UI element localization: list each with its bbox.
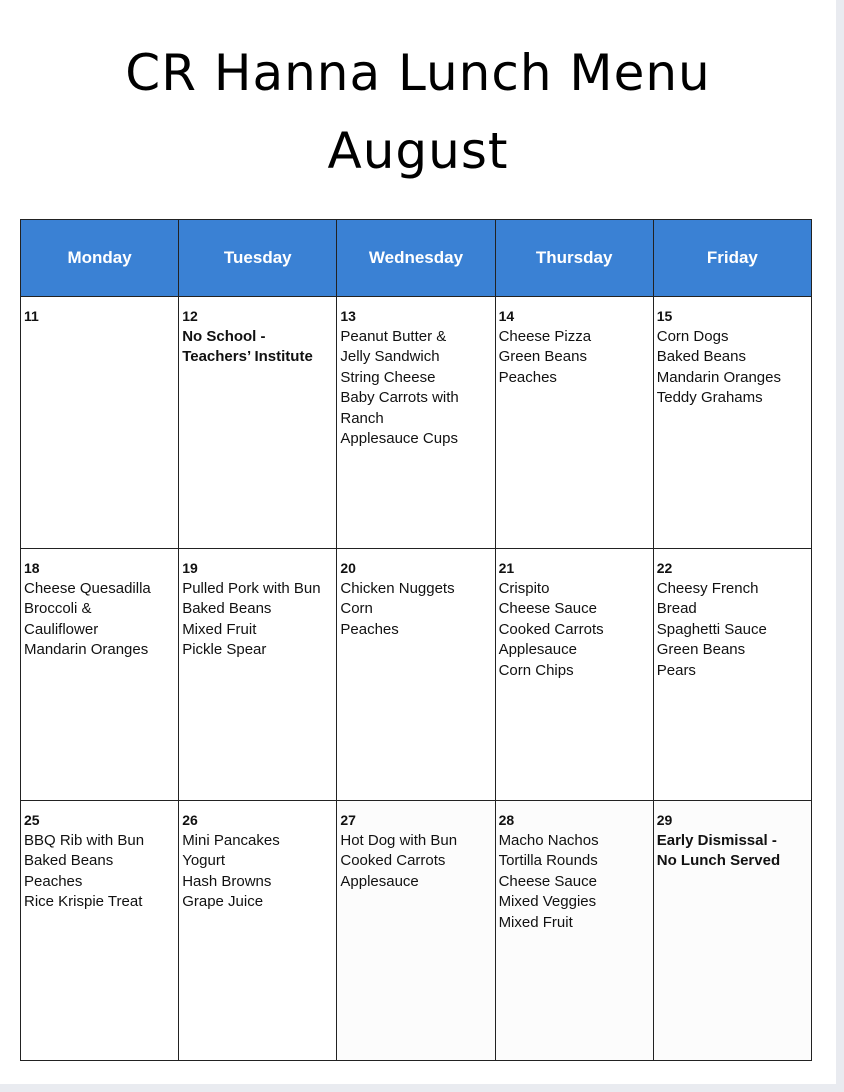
menu-item: Spaghetti Sauce <box>656 620 767 638</box>
week-row <box>21 297 812 549</box>
weekday-header-tuesday: Tuesday <box>179 220 337 297</box>
menu-item: Cauliflower <box>24 620 99 638</box>
menu-item: Rice Krispie Treat <box>24 893 143 910</box>
menu-item: Cooked Carrots <box>498 620 604 638</box>
menu-item: Green Beans <box>656 641 746 658</box>
day-number: 19 <box>182 560 198 576</box>
menu-item: Applesauce <box>498 641 577 658</box>
menu-item: Broccoli & <box>24 600 92 617</box>
day-cell <box>337 297 495 549</box>
menu-item: Pulled Pork with Bun <box>182 579 321 597</box>
menu-item: BBQ Rib with Bun <box>24 831 145 849</box>
menu-item: Baked Beans <box>656 348 746 365</box>
day-cell <box>495 549 653 801</box>
menu-item: Green Beans <box>498 348 587 365</box>
day-cell <box>21 549 179 801</box>
day-cell <box>21 297 179 549</box>
menu-item: Baby Carrots with <box>340 389 459 406</box>
menu-item: Yogurt <box>182 852 226 869</box>
menu-item: Applesauce <box>340 872 419 890</box>
menu-item: Mandarin Oranges <box>24 641 149 658</box>
day-number: 26 <box>182 812 198 828</box>
menu-item: Bread <box>656 600 697 617</box>
day-number: 20 <box>340 560 356 576</box>
day-cell <box>495 801 653 1061</box>
day-cell <box>653 549 811 801</box>
menu-item: Cheese Sauce <box>498 600 597 617</box>
month-title: August <box>327 122 509 180</box>
day-cell <box>495 297 653 549</box>
day-number: 28 <box>498 812 515 828</box>
menu-item: Hot Dog with Bun <box>340 831 458 849</box>
menu-item: Peaches <box>340 620 399 638</box>
day-cell <box>653 801 811 1061</box>
menu-item: Corn Chips <box>498 661 574 679</box>
menu-item: Macho Nachos <box>498 831 599 849</box>
day-number: 15 <box>656 308 673 324</box>
menu-item: Peanut Butter & <box>340 327 447 345</box>
day-cell <box>179 801 337 1061</box>
day-number: 13 <box>340 308 356 324</box>
menu-item: Teddy Grahams <box>656 389 763 406</box>
day-number: 18 <box>24 560 40 576</box>
notice-text: Early Dismissal - <box>656 831 777 849</box>
menu-item: Pickle Spear <box>182 641 267 658</box>
weekday-header-wednesday: Wednesday <box>337 220 495 297</box>
day-number: 25 <box>24 812 40 828</box>
menu-item: Ranch <box>340 409 384 427</box>
day-number: 11 <box>24 308 39 324</box>
menu-item: Mixed Fruit <box>182 620 257 638</box>
day-cell <box>179 297 337 549</box>
week-row <box>21 801 812 1061</box>
menu-item: Hash Browns <box>182 872 272 890</box>
menu-item: Baked Beans <box>182 600 272 617</box>
lunch-calendar <box>20 219 812 1061</box>
day-cell <box>21 801 179 1061</box>
menu-item: Corn Dogs <box>656 327 729 345</box>
menu-item: Cheese Sauce <box>498 872 597 890</box>
menu-item: Crispito <box>498 579 550 597</box>
menu-item: Peaches <box>24 872 83 890</box>
menu-item: Corn <box>340 600 373 617</box>
day-cell <box>337 549 495 801</box>
menu-item: Baked Beans <box>24 852 114 869</box>
menu-item: Cheese Pizza <box>498 327 592 345</box>
menu-item: Mandarin Oranges <box>656 368 781 386</box>
weekday-header-row <box>21 220 812 297</box>
notice-text: No School - <box>182 327 266 345</box>
menu-item: Mixed Veggies <box>498 893 597 910</box>
menu-item: Cooked Carrots <box>340 852 446 869</box>
day-cell <box>337 801 495 1061</box>
menu-item: Cheese Quesadilla <box>24 579 151 597</box>
day-number: 21 <box>498 560 515 576</box>
notice-text: No Lunch Served <box>656 852 781 869</box>
menu-item: Mixed Fruit <box>498 913 573 931</box>
day-cell <box>179 549 337 801</box>
menu-item: Pears <box>656 661 696 679</box>
day-number: 12 <box>182 308 198 324</box>
weekday-header-friday: Friday <box>653 220 811 297</box>
menu-item: Applesauce Cups <box>340 430 458 447</box>
menu-item: Mini Pancakes <box>182 831 280 849</box>
day-number: 14 <box>498 308 515 324</box>
weekday-header-monday: Monday <box>21 220 179 297</box>
menu-item: Peaches <box>498 368 557 386</box>
day-number: 27 <box>340 812 356 828</box>
menu-item: Tortilla Rounds <box>498 852 598 869</box>
week-row <box>21 549 812 801</box>
menu-item: Chicken Nuggets <box>340 579 455 597</box>
page-title: CR Hanna Lunch Menu <box>125 44 711 102</box>
menu-item: Jelly Sandwich <box>340 348 440 365</box>
day-number: 22 <box>656 560 673 576</box>
menu-item: Grape Juice <box>182 893 264 910</box>
notice-text: Teachers’ Institute <box>182 348 313 365</box>
day-number: 29 <box>656 812 673 828</box>
day-cell <box>653 297 811 549</box>
weekday-header-thursday: Thursday <box>495 220 653 297</box>
menu-item: Cheesy French <box>656 579 759 597</box>
menu-item: String Cheese <box>340 368 436 386</box>
